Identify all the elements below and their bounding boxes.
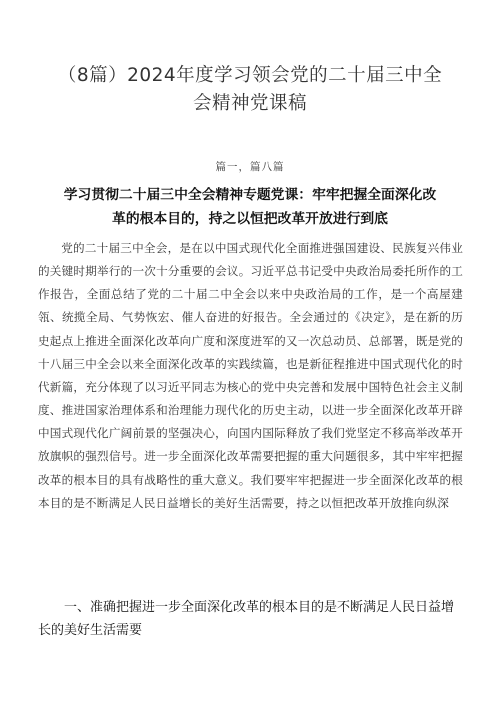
article-title: 学习贯彻二十届三中全会精神专题党课：牢牢把握全面深化改革的根本目的，持之以恒把改革开放进行到底: [63, 187, 437, 227]
section-heading: 一、准确把握进一步全面深化改革的根本目的是不断满足人民日益增长的美好生活需要: [38, 600, 455, 638]
body-paragraph: 党的二十届三中全会，是在以中国式现代化全面推进强国建设、民族复兴伟业的关键时期举行的一次十分重要的会议。习近平总书记受中央政治局委托所作的工作报告，全面总结了党的二十届二中全会以来中央政治局的工作，是一个高屋建瓴、统揽全局、气势恢宏、催人奋进的好报告。全会通过的《决定》，是在新的历史起点上推进全面深化改革向广度和深度进军的又一次总动员、总部署，既是党的十八届三中全会以来全面深化改革的实践续篇，也是新征程推进中国式现代化的时代新篇，充分体现了以习近平同志为核心的党中央完善和发展中国特色社会主义制度、推进国家治理体系和治理能力现代化的历史主动，以进一步全面深化改革开辟中国式现代化广阔前景的坚强决心，向国内国际释放了我们党坚定不移高举改革开放旗帜的强烈信号。进一步全面深化改革需要把握的重大问题很多，其中牢牢把握改革的根本目的具有战略性的重大意义。我们要牢牢把握进一步全面深化改革的根本目的是不断满足人民日益增长的美好生活需要，持之以恒把改革开放推向纵深: [38, 241, 463, 510]
document-title: （8篇）2024年度学习领会党的二十届三中全会精神党课稿: [57, 65, 443, 114]
section-label: 篇一，篇八篇: [215, 161, 285, 173]
